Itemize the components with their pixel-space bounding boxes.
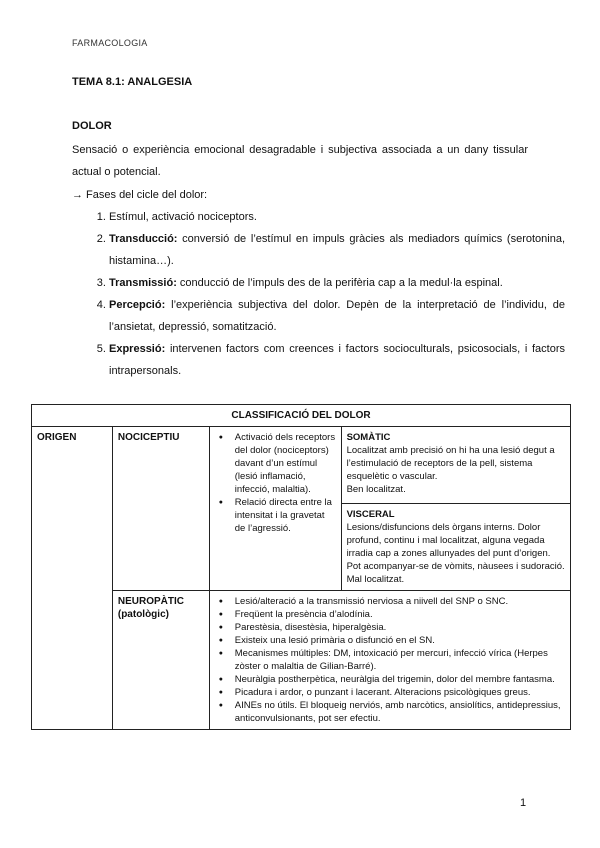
page-header: FARMACOLOGIA — [72, 38, 148, 48]
phases-intro: → Fases del cicle del dolor: — [72, 189, 208, 201]
list-item: ● Parestèsia, disestèsia, hiperalgèsia. — [235, 621, 565, 634]
somatic-cell — [341, 427, 570, 504]
table-title: CLASSIFICACIÓ DEL DOLOR — [32, 405, 571, 427]
neuropathic-description — [209, 591, 570, 730]
visceral-text: Lesions/disfuncions dels òrgans interns. Dolor profund, continu i mal localitzat, alguna vegada irradia cap a zones allunyades del punt d’origen. Pot acompanyar-se de vòmits, nàusees i sudoració. — [346, 522, 565, 572]
somatic-text: Localitzat amb precisió on hi ha una lesió degut a l’estimulació de receptors de la pell, sistema esquelètic o vascular. — [346, 445, 555, 482]
list-item: ● Neuràlgia postherpètica, neuràlgia del trigemin, dolor del membre fantasma. — [235, 673, 565, 686]
list-item: 3. Transmissió: conducció de l’impuls des de la perifèria cap a la medul·la espinal. — [109, 272, 565, 294]
neuropathic-label: NEUROPÀTIC (patològic) — [112, 591, 209, 730]
nociceptive-label: NOCICEPTIU — [112, 427, 209, 591]
definition-paragraph: Sensació o experiència emocional desagradable i subjectiva associada a un dany tissular actual o potencial. — [72, 144, 528, 178]
visceral-title: VISCERAL — [346, 509, 395, 520]
section-heading: DOLOR — [72, 120, 112, 132]
somatic-title: SOMÀTIC — [346, 432, 391, 443]
visceral-note: Mal localitzat. — [346, 574, 405, 585]
classification-table — [31, 404, 571, 730]
nociceptive-description — [209, 427, 341, 591]
somatic-note: Ben localitzat. — [346, 484, 406, 495]
list-item: 2. Transducció: conversió de l’estímul en impuls gràcies als mediadors químics (serotonina, histamina…). — [109, 228, 565, 272]
list-item: 1. Estímul, activació nociceptors. — [109, 206, 565, 228]
list-item: ● Freqüent la presència d’alodínia. — [235, 608, 565, 621]
list-item: 5. Expressió: intervenen factors com creences i factors socioculturals, psicosocials, i factors intrapersonals. — [109, 338, 565, 382]
list-item: 4. Percepció: l’experiència subjectiva del dolor. Depèn de la interpretació de l’individu, de l’ansietat, depressió, somatització. — [109, 294, 565, 338]
phase-list — [72, 206, 565, 382]
origin-label: ORIGEN — [32, 427, 113, 730]
list-item: ● Relació directa entre la intensitat i la gravetat de l’agressió. — [235, 496, 336, 535]
list-item: ● Activació dels receptors del dolor (nociceptors) davant d’un estímul (lesió inflamació, infecció, malaltia). — [235, 431, 336, 496]
list-item: ● Lesió/alteració a la transmissió nerviosa a niivell del SNP o SNC. — [235, 595, 565, 608]
document-title: TEMA 8.1: ANALGESIA — [72, 76, 193, 88]
list-item: ● Mecanismes múltiples: DM, intoxicació per mercuri, infecció vírica (Herpes zòster o malaltia de Gilian-Barré). — [235, 647, 565, 673]
visceral-cell — [341, 504, 570, 591]
list-item: ● Picadura i ardor, o punzant i lacerant. Alteracions psicològiques greus. — [235, 686, 565, 699]
list-item: ● Existeix una lesió primària o disfunció en el SN. — [235, 634, 565, 647]
page-number: 1 — [520, 797, 527, 809]
list-item: ● AINEs no útils. El bloqueig nerviós, amb narcòtics, ansiolítics, antidepressius, anticonvulsionants, pot ser efectiu. — [235, 699, 565, 725]
